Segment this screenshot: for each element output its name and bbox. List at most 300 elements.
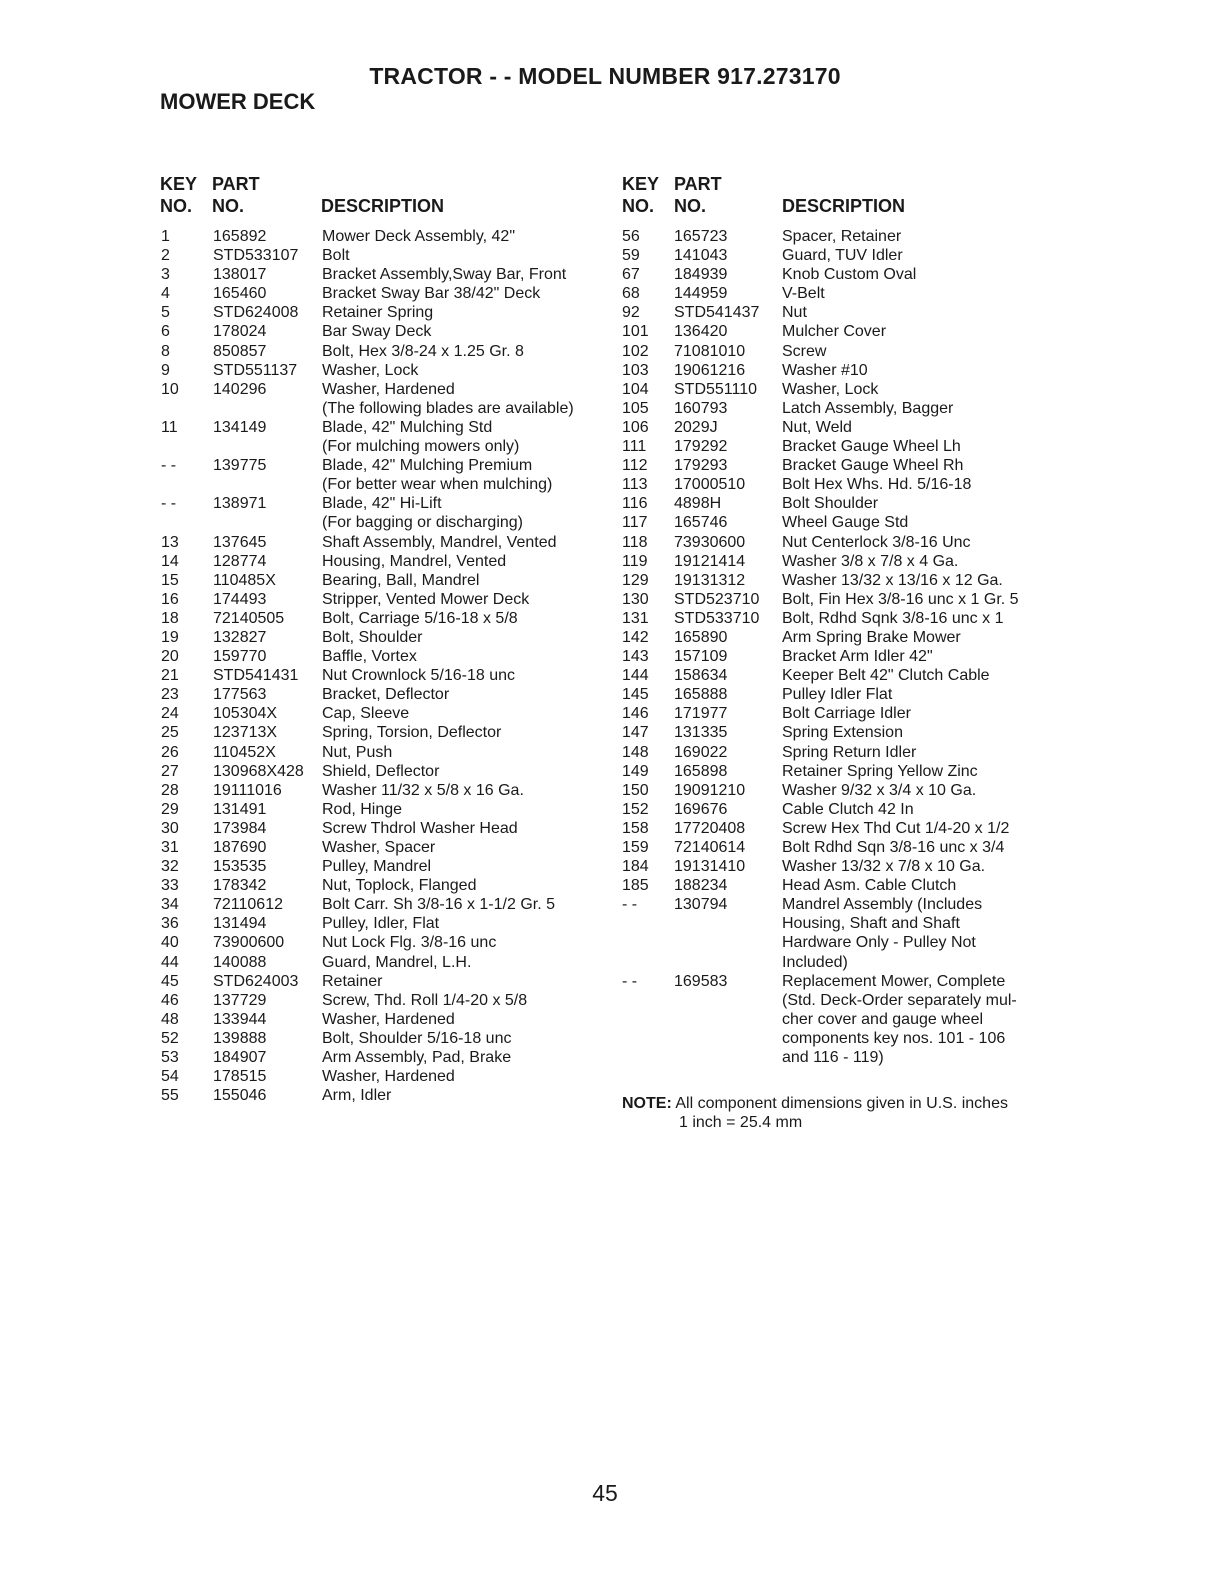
key-no: 14 (161, 552, 179, 570)
key-no: 68 (622, 285, 640, 303)
parts-row (161, 743, 611, 762)
parts-row (161, 303, 611, 322)
part-no: 137729 (213, 991, 267, 1009)
parts-row (622, 418, 1062, 437)
key-no: 24 (161, 705, 179, 723)
part-no: 177563 (213, 686, 267, 704)
key-no: 185 (622, 877, 649, 895)
description-header-right: DESCRIPTION (782, 196, 906, 216)
part-no: 158634 (674, 667, 728, 685)
description: Pulley, Idler, Flat (322, 915, 440, 933)
part-no: 139775 (213, 457, 267, 475)
description: Retainer (322, 972, 383, 990)
part-no: STD551137 (213, 361, 298, 379)
key-no: 15 (161, 571, 179, 589)
description: Bracket Assembly,Sway Bar, Front (322, 266, 567, 284)
key-no: 158 (622, 819, 649, 837)
parts-row (161, 666, 611, 685)
parts-row (622, 246, 1062, 265)
description: Bracket Arm Idler 42" (782, 648, 933, 666)
part-no: STD624003 (213, 972, 299, 990)
parts-row (161, 609, 611, 628)
parts-row (622, 437, 1062, 456)
part-no: STD533710 (674, 609, 760, 627)
part-no: 17720408 (674, 819, 746, 837)
key-no: 1 (161, 228, 170, 245)
part-no: 137645 (213, 533, 267, 551)
parts-row (161, 571, 611, 590)
parts-row (161, 857, 611, 876)
page-number: 45 (592, 1480, 618, 1506)
description: Washer, Hardened (322, 1010, 455, 1028)
part-no: 165890 (674, 628, 728, 646)
part-no: 155046 (213, 1087, 267, 1105)
part-no: 141043 (674, 247, 728, 265)
key-no: 159 (622, 839, 649, 856)
description: Washer #10 (782, 361, 868, 379)
parts-row (161, 380, 611, 399)
part-no: 165898 (674, 762, 728, 780)
parts-row (161, 513, 611, 532)
parts-row (622, 895, 1062, 914)
parts-row (622, 953, 1062, 972)
key-no: 59 (622, 247, 640, 265)
description: Bolt, Shoulder (322, 628, 423, 646)
parts-row (622, 227, 1062, 246)
description: Pulley, Mandrel (322, 858, 432, 876)
part-no: 184907 (213, 1049, 267, 1067)
part-no: 133944 (213, 1010, 267, 1028)
description: Washer, Lock (322, 361, 419, 379)
key-no: 144 (622, 667, 649, 685)
description: Washer 11/32 x 5/8 x 16 Ga. (322, 781, 524, 799)
key-no: 102 (622, 342, 649, 360)
description: Blade, 42" Hi-Lift (322, 495, 442, 513)
description: Retainer Spring (322, 304, 434, 322)
parts-row (622, 628, 1062, 647)
key-no: 2 (161, 247, 170, 265)
description: Bolt Hex Whs. Hd. 5/16-18 (782, 476, 972, 494)
parts-row (161, 552, 611, 571)
parts-row (622, 666, 1062, 685)
description: Bolt, Hex 3/8-24 x 1.25 Gr. 8 (322, 342, 524, 360)
key-no: 30 (161, 819, 179, 837)
part-no: 188234 (674, 877, 728, 895)
key-no: 32 (161, 858, 179, 876)
parts-row (161, 533, 611, 552)
description: and 116 - 119) (782, 1049, 884, 1067)
parts-row (622, 552, 1062, 571)
part-no: 130794 (674, 896, 728, 914)
part-no: 174493 (213, 590, 267, 608)
part-no: 131494 (213, 915, 267, 933)
key-no: 18 (161, 609, 179, 627)
key-no: 11 (161, 418, 178, 436)
parts-row (622, 571, 1062, 590)
parts-row (161, 265, 611, 284)
key-no: 44 (161, 953, 179, 971)
description: Housing, Shaft and Shaft (782, 915, 960, 933)
part-no: 165746 (674, 514, 728, 532)
part-no-header-right: PART NO. (674, 174, 722, 216)
description: (For bagging or discharging) (322, 514, 523, 532)
key-no: 9 (161, 361, 170, 379)
description: Bolt (322, 247, 350, 265)
part-no: 165723 (674, 228, 728, 245)
part-no: 19061216 (674, 361, 746, 379)
key-no: 54 (161, 1068, 179, 1086)
key-no: 6 (161, 323, 170, 341)
dimensions-note: NOTE: All component dimensions given in U.S. inches 1 inch = 25.4 mm (622, 1095, 1008, 1131)
description: Screw Hex Thd Cut 1/4-20 x 1/2 (782, 819, 1010, 837)
parts-row (622, 265, 1062, 284)
parts-row (622, 609, 1062, 628)
parts-row (161, 494, 611, 513)
part-no: 110452X (213, 743, 276, 761)
key-no: 113 (622, 476, 648, 494)
parts-row (161, 399, 611, 418)
description: Mandrel Assembly (Includes (782, 896, 983, 914)
key-no: 147 (622, 724, 649, 742)
parts-row (161, 322, 611, 341)
part-no: 850857 (213, 342, 267, 360)
part-no: 72140614 (674, 839, 746, 856)
parts-list-right (622, 227, 1062, 1067)
part-no: 165888 (674, 686, 728, 704)
description: Bolt, Shoulder 5/16-18 unc (322, 1029, 512, 1047)
key-no: 103 (622, 361, 649, 379)
description: Latch Assembly, Bagger (782, 399, 954, 417)
key-no: 8 (161, 342, 170, 360)
key-no: 117 (622, 514, 648, 532)
part-no: 138017 (213, 266, 267, 284)
key-no: 48 (161, 1010, 179, 1028)
parts-row (161, 437, 611, 456)
description: Stripper, Vented Mower Deck (322, 590, 530, 608)
key-no: 26 (161, 743, 179, 761)
parts-row (622, 475, 1062, 494)
part-no: 178515 (213, 1068, 267, 1086)
description: Retainer Spring Yellow Zinc (782, 762, 978, 780)
part-no: 19111016 (213, 781, 282, 799)
description: Nut, Push (322, 743, 393, 761)
parts-list-left (161, 227, 611, 1105)
part-no: 131335 (674, 724, 728, 742)
part-no: 178342 (213, 877, 267, 895)
key-no: 13 (161, 533, 179, 551)
parts-row (161, 838, 611, 857)
key-no: 118 (622, 533, 648, 551)
description: Bolt Rdhd Sqn 3/8-16 unc x 3/4 (782, 839, 1005, 856)
parts-row (622, 513, 1062, 532)
key-no: 142 (622, 628, 649, 646)
parts-row (622, 494, 1062, 513)
parts-row (622, 857, 1062, 876)
key-no: 28 (161, 781, 179, 799)
key-no: 5 (161, 304, 170, 322)
parts-row (161, 876, 611, 895)
part-no: 169022 (674, 743, 728, 761)
part-no: 72140505 (213, 609, 285, 627)
parts-row (622, 380, 1062, 399)
key-no: - - (161, 495, 177, 513)
description: (For better wear when mulching) (322, 476, 553, 494)
part-no-header-left: PART NO. (212, 174, 260, 216)
parts-row (161, 781, 611, 800)
parts-row (622, 819, 1062, 838)
description: Cap, Sleeve (322, 705, 410, 723)
parts-row (622, 322, 1062, 341)
description: Bolt, Fin Hex 3/8-16 unc x 1 Gr. 5 (782, 590, 1019, 608)
part-no: 19091210 (674, 781, 746, 799)
description: Blade, 42" Mulching Premium (322, 457, 533, 475)
parts-row (161, 723, 611, 742)
description: Housing, Mandrel, Vented (322, 552, 507, 570)
parts-row (622, 1010, 1062, 1029)
description: Bar Sway Deck (322, 323, 432, 341)
description: V-Belt (782, 285, 825, 303)
parts-row (622, 743, 1062, 762)
key-no: 111 (622, 438, 647, 456)
description: Spring Extension (782, 724, 903, 742)
description: Mower Deck Assembly, 42" (322, 228, 515, 245)
part-no: 173984 (213, 819, 267, 837)
part-no: 136420 (674, 323, 728, 341)
parts-row (622, 284, 1062, 303)
description: Mulcher Cover (782, 323, 887, 341)
parts-row (622, 876, 1062, 895)
description: Washer, Lock (782, 380, 879, 398)
part-no: 184939 (674, 266, 728, 284)
key-no: 55 (161, 1087, 179, 1105)
parts-row (622, 342, 1062, 361)
description: Bracket Sway Bar 38/42" Deck (322, 285, 541, 303)
description: Wheel Gauge Std (782, 514, 909, 532)
part-no: 144959 (674, 285, 728, 303)
part-no: 130968X428 (213, 762, 304, 780)
part-no: 140088 (213, 953, 267, 971)
page-title: TRACTOR - - MODEL NUMBER 917.273170 (369, 63, 841, 89)
part-no: 138971 (213, 495, 267, 513)
parts-row (161, 1067, 611, 1086)
parts-row (161, 246, 611, 265)
part-no: 179293 (674, 457, 728, 475)
key-no: - - (622, 972, 638, 990)
description: (The following blades are available) (322, 399, 574, 417)
key-no: 19 (161, 628, 179, 646)
part-no: 71081010 (674, 342, 746, 360)
key-no: 33 (161, 877, 179, 895)
part-no: 2029J (674, 418, 718, 436)
part-no: 169583 (674, 972, 728, 990)
key-no-header-right: KEY NO. (622, 174, 660, 216)
parts-row (622, 762, 1062, 781)
part-no: STD551110 (674, 380, 758, 398)
description: Spring Return Idler (782, 743, 917, 761)
description: Screw, Thd. Roll 1/4-20 x 5/8 (322, 991, 528, 1009)
parts-row (161, 284, 611, 303)
description: Baffle, Vortex (322, 648, 417, 666)
key-no: 143 (622, 648, 649, 666)
key-no: 150 (622, 781, 649, 799)
parts-row (622, 972, 1062, 991)
parts-row (161, 342, 611, 361)
part-no: 139888 (213, 1029, 267, 1047)
parts-row (622, 1048, 1062, 1067)
key-no: 112 (622, 457, 648, 475)
key-no: 10 (161, 380, 179, 398)
part-no: 73900600 (213, 934, 285, 952)
description: Washer 3/8 x 7/8 x 4 Ga. (782, 552, 959, 570)
key-no: 52 (161, 1029, 179, 1047)
parts-row (161, 762, 611, 781)
description: Bearing, Ball, Mandrel (322, 571, 480, 589)
part-no: 187690 (213, 839, 267, 856)
parts-row (161, 590, 611, 609)
key-no: 36 (161, 915, 179, 933)
parts-row (622, 685, 1062, 704)
description: Nut, Toplock, Flanged (322, 877, 477, 895)
key-no: 184 (622, 858, 649, 876)
parts-row (161, 972, 611, 991)
part-no: 169676 (674, 800, 728, 818)
key-no: 149 (622, 762, 649, 780)
key-no: 152 (622, 800, 649, 818)
parts-row (622, 838, 1062, 857)
part-no: 19131312 (674, 571, 746, 589)
part-no: 123713X (213, 724, 278, 742)
description: Cable Clutch 42 In (782, 800, 914, 818)
parts-row (622, 303, 1062, 322)
parts-row (161, 456, 611, 475)
key-no: - - (161, 457, 177, 475)
description: Washer, Hardened (322, 380, 455, 398)
description: Nut, Weld (782, 418, 852, 436)
description: cher cover and gauge wheel (782, 1010, 984, 1028)
key-no-header-left: KEY NO. (160, 174, 198, 216)
key-no: 131 (622, 609, 649, 627)
description: Bolt, Rdhd Sqnk 3/8-16 unc x 1 (782, 609, 1004, 627)
parts-row (161, 647, 611, 666)
parts-row (161, 361, 611, 380)
description: Shaft Assembly, Mandrel, Vented (322, 533, 557, 551)
description: Nut Crownlock 5/16-18 unc (322, 667, 515, 685)
parts-row (161, 895, 611, 914)
parts-row (622, 1029, 1062, 1048)
key-no: 56 (622, 228, 640, 245)
parts-row (622, 456, 1062, 475)
parts-row (622, 991, 1062, 1010)
description: components key nos. 101 - 106 (782, 1029, 1006, 1047)
parts-row (622, 399, 1062, 418)
parts-row (161, 628, 611, 647)
key-no: 101 (622, 323, 649, 341)
part-no: STD541431 (213, 667, 299, 685)
section-title: MOWER DECK (160, 89, 316, 114)
description: Washer, Hardened (322, 1068, 455, 1086)
parts-row (161, 418, 611, 437)
parts-row (622, 647, 1062, 666)
description: Nut Centerlock 3/8-16 Unc (782, 533, 971, 551)
description: Bolt, Carriage 5/16-18 x 5/8 (322, 609, 518, 627)
description: Shield, Deflector (322, 762, 440, 780)
part-no: 4898H (674, 495, 722, 513)
parts-row (161, 685, 611, 704)
parts-row (161, 953, 611, 972)
description: Hardware Only - Pulley Not (782, 934, 976, 952)
parts-row (622, 723, 1062, 742)
description: Guard, Mandrel, L.H. (322, 953, 472, 971)
key-no: 29 (161, 800, 179, 818)
key-no: 146 (622, 705, 649, 723)
parts-row (161, 1010, 611, 1029)
part-no: 153535 (213, 858, 267, 876)
key-no: 106 (622, 418, 649, 436)
description: Bolt Carr. Sh 3/8-16 x 1-1/2 Gr. 5 (322, 896, 555, 914)
part-no: 134149 (213, 418, 267, 436)
parts-row (161, 800, 611, 819)
description: Guard, TUV Idler (782, 247, 903, 265)
parts-row (622, 533, 1062, 552)
description: Spring, Torsion, Deflector (322, 724, 502, 742)
parts-row (161, 991, 611, 1010)
key-no: 23 (161, 686, 179, 704)
description: Pulley Idler Flat (782, 686, 893, 704)
key-no: 3 (161, 266, 170, 284)
key-no: 116 (622, 495, 648, 513)
description: (Std. Deck-Order separately mul- (782, 991, 1017, 1009)
key-no: 53 (161, 1049, 179, 1067)
parts-row (161, 1086, 611, 1105)
description: Bracket Gauge Wheel Lh (782, 438, 961, 456)
key-no: 119 (622, 552, 648, 570)
description: Nut Lock Flg. 3/8-16 unc (322, 934, 497, 952)
description: Arm Assembly, Pad, Brake (322, 1049, 512, 1067)
key-no: 46 (161, 991, 179, 1009)
part-no: 132827 (213, 628, 267, 646)
part-no: 19131410 (674, 858, 746, 876)
description: Head Asm. Cable Clutch (782, 877, 957, 895)
description: Washer 13/32 x 7/8 x 10 Ga. (782, 858, 986, 876)
description: Replacement Mower, Complete (782, 972, 1006, 990)
part-no: 110485X (213, 571, 276, 589)
description-header-left: DESCRIPTION (321, 196, 445, 216)
part-no: 165892 (213, 228, 267, 245)
part-no: 72110612 (213, 896, 283, 914)
part-no: 73930600 (674, 533, 746, 551)
description: Washer 9/32 x 3/4 x 10 Ga. (782, 781, 977, 799)
parts-row (161, 933, 611, 952)
description: Knob Custom Oval (782, 266, 917, 284)
key-no: 129 (622, 571, 649, 589)
part-no: 19121414 (674, 552, 746, 570)
part-no: 171977 (674, 705, 728, 723)
parts-row (622, 590, 1062, 609)
key-no: 130 (622, 590, 649, 608)
description: Keeper Belt 42" Clutch Cable (782, 667, 990, 685)
description: Spacer, Retainer (782, 228, 902, 245)
part-no: 128774 (213, 552, 267, 570)
parts-row (161, 914, 611, 933)
parts-row (622, 933, 1062, 952)
part-no: 131491 (213, 800, 267, 818)
key-no: 20 (161, 648, 179, 666)
key-no: 148 (622, 743, 649, 761)
parts-row (622, 704, 1062, 723)
part-no: STD533107 (213, 247, 299, 265)
part-no: 178024 (213, 323, 267, 341)
part-no: STD541437 (674, 304, 760, 322)
